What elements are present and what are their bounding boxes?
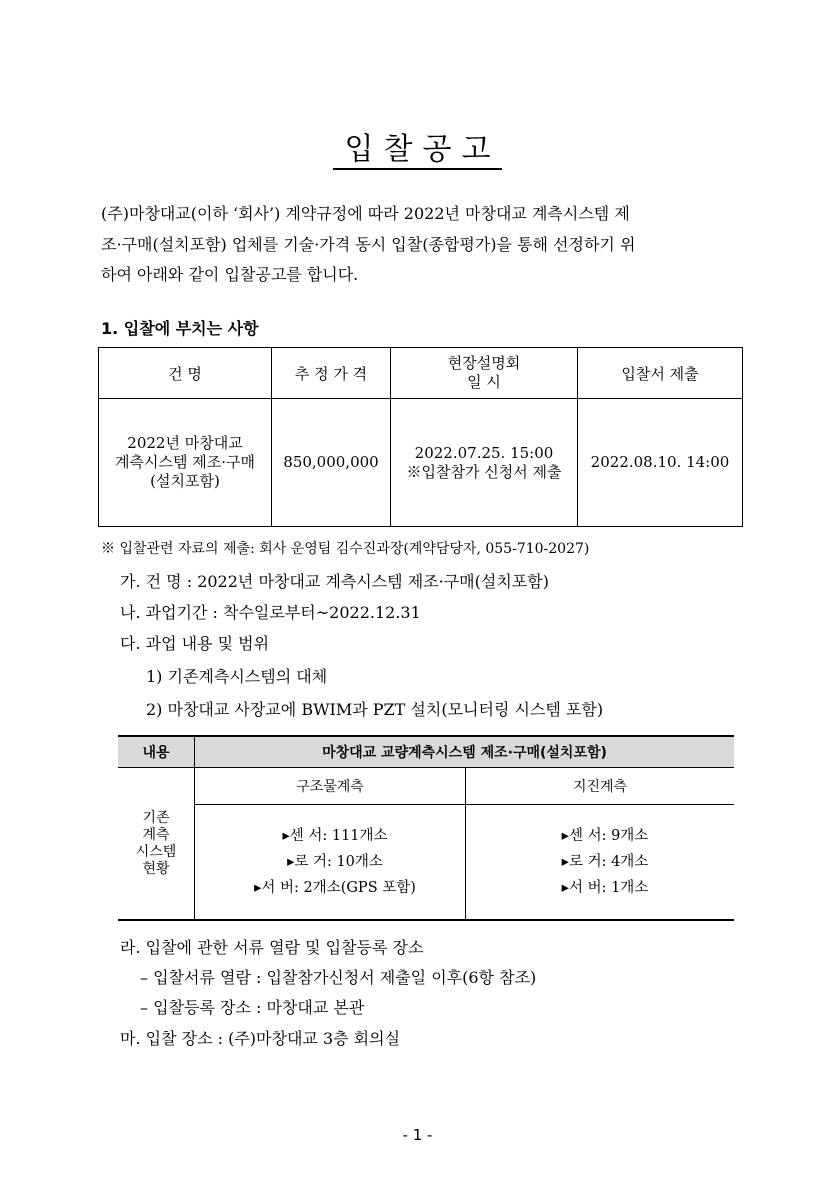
list-item: ▸로 거: 4개소: [561, 854, 649, 870]
bid-table: [98, 347, 743, 527]
structural-list: [195, 805, 466, 921]
sys-header-label: 내용: [118, 736, 195, 768]
header-submission: 입찰서 제출: [578, 348, 743, 399]
item-ma: 마. 입찰 장소 : (주)마창대교 3층 회의실: [120, 1029, 401, 1048]
section-1-heading: 1. 입찰에 부치는 사항: [101, 319, 259, 338]
list-item: ▸서 버: 1개소: [561, 880, 649, 896]
item-na: 나. 과업기간 : 착수일로부터~2022.12.31: [120, 603, 421, 622]
header-price: 추 정 가 격: [272, 348, 391, 399]
intro-line: 조·구매(설치포함) 업체를 기술·가격 동시 입찰(종합평가)을 통해 선정하기 위: [101, 234, 636, 254]
system-table: [118, 735, 734, 921]
header-name: 건 명: [99, 348, 272, 399]
item-da-2: 2) 마창대교 사장교에 BWIM과 PZT 설치(모니터링 시스템 포함): [146, 700, 604, 719]
item-ra-2: – 입찰등록 장소 : 마창대교 본관: [140, 998, 365, 1017]
contact-note: ※ 입찰관련 자료의 제출: 회사 운영팀 김수진과장(계약담당자, 055-710-2027): [101, 541, 590, 557]
intro-line: (주)마창대교(이하 ‘회사’) 계약규정에 따라 2022년 마창대교 계측시스템 제: [101, 204, 630, 223]
item-ra-1: – 입찰서류 열람 : 입찰참가신청서 제출일 이후(6항 참조): [140, 968, 537, 987]
intro-line: 하여 아래와 같이 입찰공고를 합니다.: [101, 265, 359, 284]
item-da: 다. 과업 내용 및 범위: [120, 634, 270, 653]
cell-submission: 2022.08.10. 14:00: [578, 399, 743, 527]
page-number: - 1 -: [402, 1126, 433, 1144]
list-item: ▸서 버: 2개소(GPS 포함): [254, 880, 416, 896]
sys-row-label: 기존 계측 시스템 현황: [118, 768, 195, 921]
list-item: ▸로 거: 10개소: [287, 854, 383, 870]
cell-briefing: 2022.07.25. 15:00 ※입찰참가 신청서 제출: [391, 399, 578, 527]
col-seismic-title: 지진계측: [466, 768, 735, 805]
list-item: ▸센 서: 111개소: [282, 828, 388, 844]
list-item: ▸센 서: 9개소: [561, 828, 649, 844]
item-da-1: 1) 기존계측시스템의 대체: [146, 667, 328, 686]
item-ra: 라. 입찰에 관한 서류 열람 및 입찰등록 장소: [120, 938, 424, 957]
intro-paragraph: [101, 199, 751, 291]
header-briefing: 현장설명회 일 시: [391, 348, 578, 399]
seismic-list: [466, 805, 735, 921]
cell-name: 2022년 마창대교 계측시스템 제조·구매 (설치포함): [99, 399, 272, 527]
page-title: 입찰공고: [0, 124, 835, 168]
cell-price: 850,000,000: [272, 399, 391, 527]
item-ga: 가. 건 명 : 2022년 마창대교 계측시스템 제조·구매(설치포함): [120, 572, 549, 591]
col-structural-title: 구조물계측: [195, 768, 466, 805]
sys-header-title: 마창대교 교량계측시스템 제조·구매(설치포함): [195, 736, 735, 768]
